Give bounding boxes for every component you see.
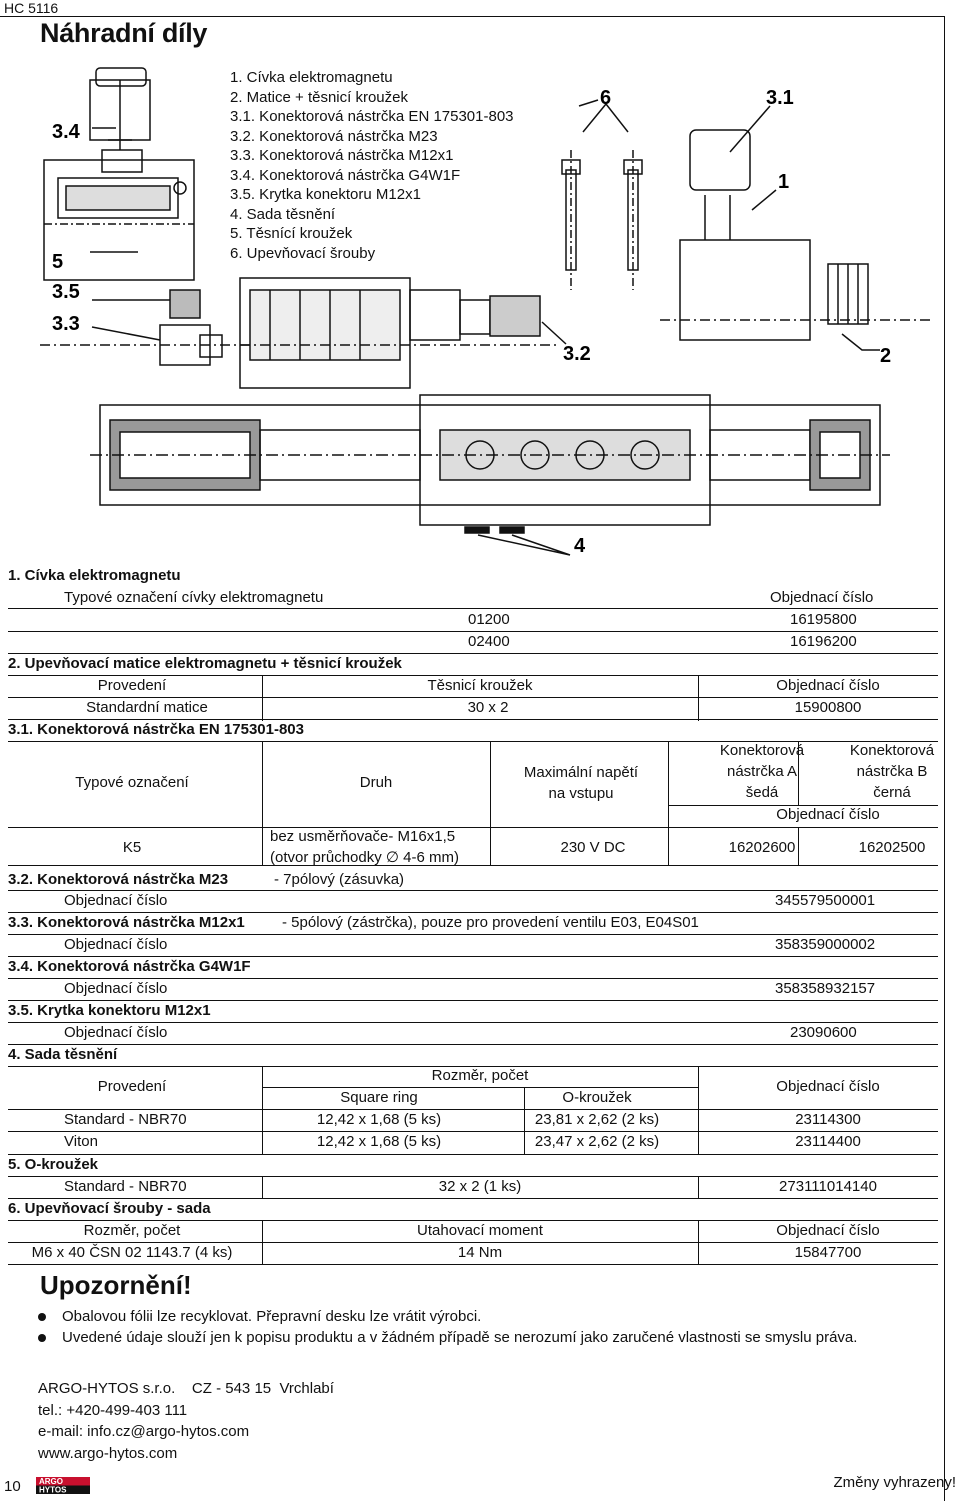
- rule: [8, 1109, 938, 1110]
- s5-order: 273111014140: [779, 1178, 877, 1195]
- legend-item: 3.2. Konektorová nástrčka M23: [230, 127, 438, 145]
- bullet-icon: [38, 1334, 46, 1342]
- legend-item: 4. Sada těsnění: [230, 205, 336, 223]
- rule: [698, 675, 699, 721]
- callout-6: 6: [600, 87, 612, 109]
- s4-col-square: Square ring: [340, 1089, 418, 1106]
- rule: [8, 1242, 938, 1243]
- s31-row-kind-1: bez usměrňovače- M16x1,5: [270, 828, 456, 845]
- rule: [698, 1066, 699, 1154]
- s31-row-kind-2: (otvor průchodky ∅ 4-6 mm): [270, 849, 459, 866]
- s2-col-version: Provedení: [97, 677, 167, 694]
- section-3-1-title: 3.1. Konektorová nástrčka EN 175301-803: [8, 721, 304, 738]
- rule: [262, 1176, 263, 1198]
- rule: [8, 1131, 938, 1132]
- s2-col-seal: Těsnicí kroužek: [427, 677, 533, 694]
- s31-row-voltage: 230 V DC: [560, 839, 626, 856]
- company-email[interactable]: e-mail: info.cz@argo-hytos.com: [38, 1423, 250, 1440]
- warning-item: Obalovou fólii lze recyklovat. Přepravní desku lze vrátit výrobci.: [62, 1308, 482, 1325]
- legend-item: 3.5. Krytka konektoru M12x1: [230, 186, 421, 203]
- section-2-title: 2. Upevňovací matice elektromagnetu + těsnicí kroužek: [8, 655, 402, 672]
- s2-row-seal: 30 x 2: [467, 699, 509, 716]
- s32-note: - 7pólový (zásuvka): [274, 871, 405, 888]
- s32-label: Objednací číslo: [64, 892, 168, 909]
- legend-item: 3.3. Konektorová nástrčka M12x1: [230, 147, 454, 164]
- rule: [8, 1176, 938, 1177]
- s1-row2-order: 16196200: [790, 633, 857, 650]
- s5-version: Standard - NBR70: [64, 1178, 187, 1195]
- rule: [262, 1087, 698, 1088]
- legend-item: 6. Upevňovací šrouby: [230, 244, 376, 262]
- s5-dim: 32 x 2 (1 ks): [438, 1178, 522, 1195]
- warning-item: Uvedené údaje slouží jen k popisu produktu a v žádném případě se nerozumí jako zaručené vlastnosti se smyslu práva.: [62, 1329, 858, 1346]
- s1-col-type: Typové označení cívky elektromagnetu: [64, 589, 324, 606]
- rule: [798, 827, 799, 865]
- section-5-title: 5. O-kroužek: [8, 1156, 99, 1173]
- section-6-title: 6. Upevňovací šrouby - sada: [8, 1200, 211, 1217]
- s6-col-torque: Utahovací moment: [417, 1222, 543, 1239]
- s31-col-b-2: nástrčka B: [856, 763, 928, 780]
- rule: [698, 1176, 699, 1198]
- right-rule: [944, 16, 945, 1501]
- company-website[interactable]: www.argo-hytos.com: [38, 1444, 178, 1462]
- s32-order: 345579500001: [775, 892, 876, 909]
- s31-col-kind: Druh: [359, 774, 393, 791]
- rule: [8, 890, 938, 891]
- callout-3-1: 3.1: [766, 87, 794, 109]
- s31-row-order-a: 16202600: [728, 839, 796, 856]
- section-1-title: 1. Cívka elektromagnetu: [8, 567, 181, 584]
- s33-label: Objednací číslo: [64, 936, 168, 953]
- rule: [8, 1022, 938, 1023]
- s33-note: - 5pólový (zástrčka), pouze pro provedení ventilu E03, E04S01: [282, 914, 699, 931]
- s4-col-order: Objednací číslo: [776, 1078, 880, 1095]
- rule: [8, 697, 938, 698]
- rule: [8, 1220, 938, 1221]
- rule: [8, 827, 938, 828]
- document-code: HC 5116: [4, 0, 59, 16]
- s4-row2-order: 23114400: [795, 1133, 861, 1150]
- company-name: ARGO-HYTOS s.r.o. CZ - 543 15 Vrchlabí: [38, 1380, 334, 1397]
- section-3-2-title: 3.2. Konektorová nástrčka M23: [8, 871, 229, 888]
- legend-item: 5. Těsnící kroužek: [230, 225, 353, 242]
- rule: [8, 631, 938, 632]
- s31-row-type: K5: [122, 839, 142, 856]
- legend-item: 2. Matice + těsnicí kroužek: [230, 88, 408, 106]
- callout-3-4: 3.4: [52, 121, 80, 143]
- s4-col-dim: Rozměr, počet: [431, 1067, 529, 1084]
- s1-row1-type: 01200: [468, 611, 510, 628]
- s6-col-order: Objednací číslo: [776, 1222, 880, 1239]
- rule: [490, 741, 491, 865]
- bullet-icon: [38, 1313, 46, 1321]
- rule: [262, 675, 263, 721]
- rule: [8, 934, 938, 935]
- rule: [524, 1087, 525, 1154]
- s6-row-order: 15847700: [794, 1244, 862, 1261]
- s2-col-order: Objednací číslo: [776, 677, 880, 694]
- s31-col-b-3: černá: [873, 784, 911, 801]
- s31-col-a-3: šedá: [745, 784, 779, 801]
- s33-order: 358359000002: [775, 936, 876, 953]
- callout-4: 4: [574, 535, 586, 557]
- rule: [8, 912, 938, 913]
- s1-col-order: Objednací číslo: [770, 589, 874, 606]
- rule: [8, 1198, 938, 1199]
- s6-row-torque: 14 Nm: [457, 1244, 503, 1261]
- callout-3-3: 3.3: [52, 313, 80, 335]
- s4-row2-square: 12,42 x 1,68 (5 ks): [316, 1133, 442, 1150]
- s4-row1-square: 12,42 x 1,68 (5 ks): [316, 1111, 442, 1128]
- s4-col-oring: O-kroužek: [562, 1089, 632, 1106]
- s35-order: 23090600: [790, 1024, 857, 1041]
- rule: [8, 1264, 938, 1265]
- rule: [8, 1154, 938, 1155]
- callout-5: 5: [52, 251, 64, 273]
- rule: [8, 1044, 938, 1045]
- s34-order: 358358932157: [775, 980, 876, 997]
- s4-row1-oring: 23,81 x 2,62 (2 ks): [534, 1111, 660, 1128]
- legend-item: 3.1. Konektorová nástrčka EN 175301-803: [230, 108, 514, 125]
- callout-1: 1: [778, 171, 790, 193]
- s2-row-version: Standardní matice: [86, 699, 208, 716]
- rule: [8, 653, 938, 654]
- s6-row-dim: M6 x 40 ČSN 02 1143.7 (4 ks): [31, 1244, 233, 1261]
- page-title: Náhradní díly: [40, 18, 208, 48]
- s31-col-type: Typové označení: [75, 774, 189, 791]
- s31-col-voltage-2: na vstupu: [548, 785, 614, 802]
- rule: [8, 608, 938, 609]
- rule: [262, 1066, 263, 1154]
- exploded-view-drawing: [0, 0, 944, 560]
- s4-row2-oring: 23,47 x 2,62 (2 ks): [534, 1133, 660, 1150]
- rule: [8, 978, 938, 979]
- s4-row1-version: Standard - NBR70: [64, 1111, 187, 1128]
- company-phone: tel.: +420-499-403 111: [38, 1401, 188, 1419]
- rule: [8, 675, 938, 676]
- section-3-5-title: 3.5. Krytka konektoru M12x1: [8, 1002, 211, 1019]
- s4-col-version: Provedení: [97, 1078, 167, 1095]
- s31-col-a-1: Konektorová: [719, 742, 805, 759]
- rule: [8, 956, 938, 957]
- section-3-4-title: 3.4. Konektorová nástrčka G4W1F: [8, 958, 251, 975]
- rule: [8, 865, 938, 866]
- svg-text:HYTOS: HYTOS: [39, 1485, 67, 1494]
- legend-item: 3.4. Konektorová nástrčka G4W1F: [230, 166, 461, 184]
- s34-label: Objednací číslo: [64, 980, 168, 997]
- s31-col-a-2: nástrčka A: [726, 763, 798, 780]
- section-3-3-title: 3.3. Konektorová nástrčka M12x1: [8, 914, 245, 931]
- s31-col-voltage-1: Maximální napětí: [523, 764, 639, 781]
- callout-3-5: 3.5: [52, 281, 80, 303]
- s31-row-order-b: 16202500: [858, 839, 926, 856]
- s6-col-dim: Rozměr, počet: [83, 1222, 181, 1239]
- page-number: 10: [4, 1478, 21, 1495]
- s35-label: Objednací číslo: [64, 1024, 168, 1041]
- rule: [262, 741, 263, 865]
- s2-row-order: 15900800: [794, 699, 862, 716]
- s1-row2-type: 02400: [468, 633, 510, 650]
- s31-col-order: Objednací číslo: [776, 806, 880, 823]
- company-address: [38, 1378, 334, 1464]
- s4-row2-version: Viton: [64, 1133, 98, 1150]
- s1-row1-order: 16195800: [790, 611, 857, 628]
- section-4-title: 4. Sada těsnění: [8, 1046, 118, 1063]
- rule: [668, 741, 669, 865]
- argo-hytos-logo: [36, 1477, 90, 1494]
- svg-text:ARGO: ARGO: [39, 1477, 63, 1486]
- legend-item: 1. Cívka elektromagnetu: [230, 69, 393, 86]
- callout-3-2: 3.2: [563, 343, 591, 365]
- s4-row1-order: 23114300: [795, 1111, 861, 1128]
- warning-title: Upozornění!: [40, 1270, 192, 1300]
- rule: [8, 1000, 938, 1001]
- callout-2: 2: [880, 345, 892, 367]
- s31-col-b-1: Konektorová: [849, 742, 935, 759]
- rule: [8, 719, 938, 720]
- changes-reserved-note: Změny vyhrazeny!: [833, 1474, 956, 1491]
